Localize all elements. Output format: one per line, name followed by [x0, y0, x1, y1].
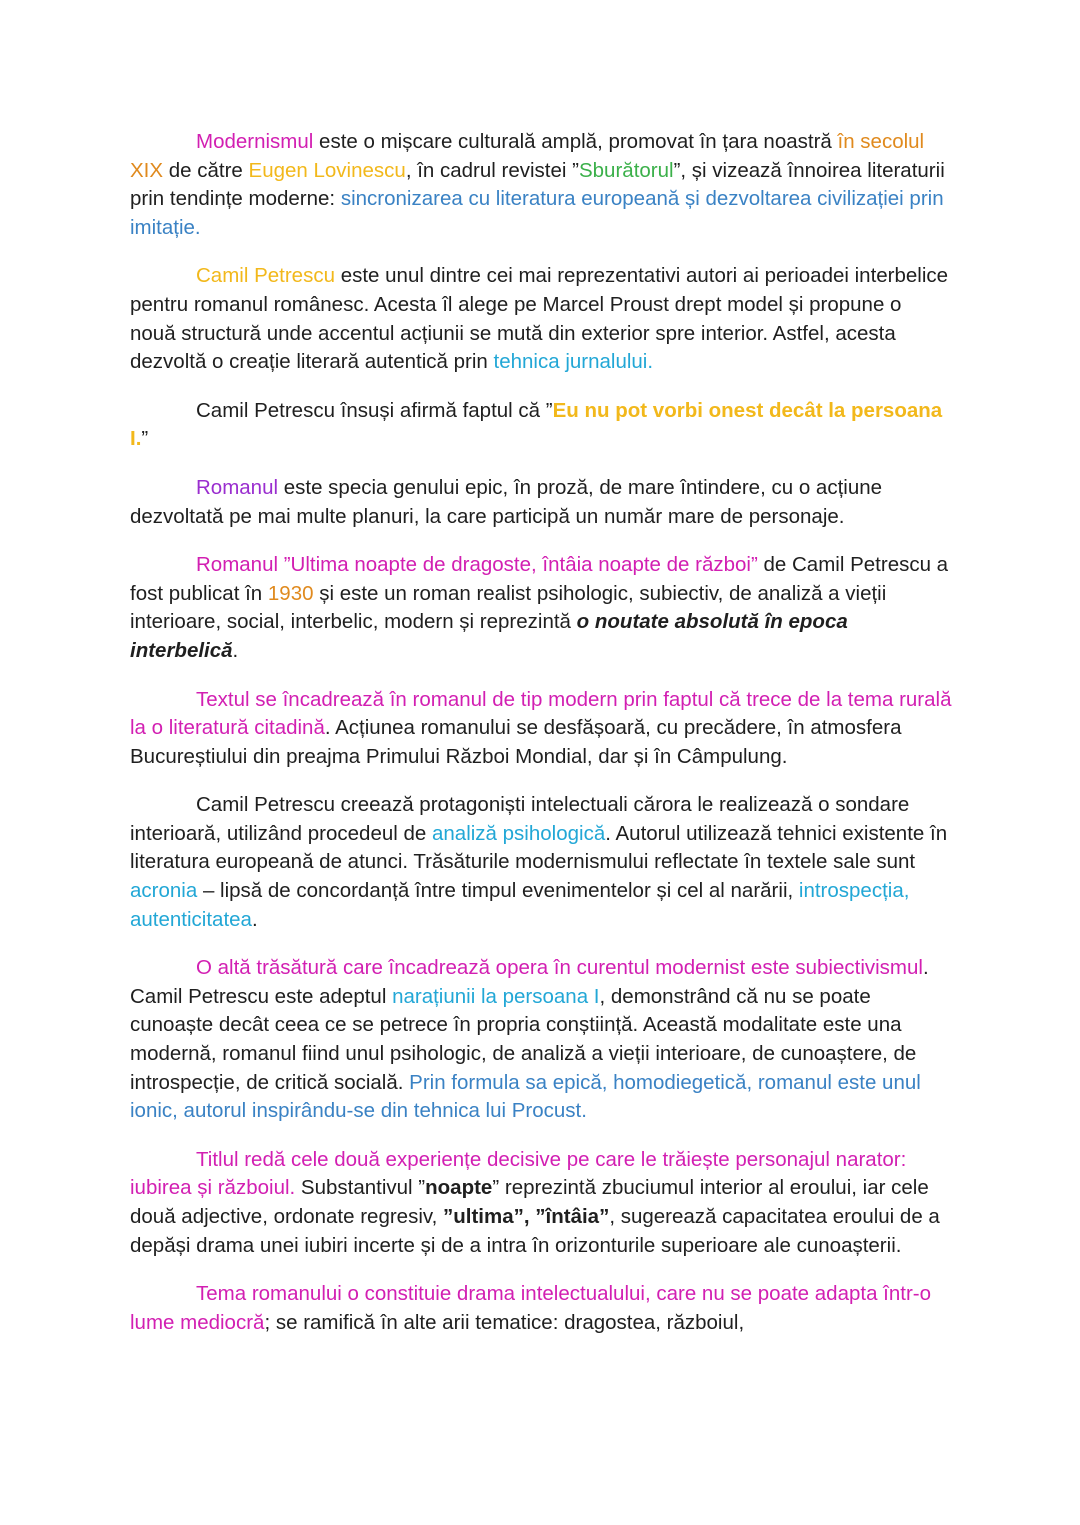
paragraph-5 [130, 551, 952, 665]
highlighted-text: sincronizarea cu literatura europeană și dezvoltarea civilizației prin imitație. [130, 187, 944, 239]
highlighted-text: Titlul redă cele două experiențe decisive pe care le trăiește personajul narator: iubirea și războiul. [130, 1147, 907, 1200]
body-text: , demonstrând că nu se poate cunoaște decât ceea ce se petrece în propria conștiință. Această modalitate este una modernă, romanul fiind unul psihologic, de analiză a vieții interioare, de cunoaștere, de introspecție, de critică socială. [130, 984, 917, 1094]
body-text: de către [163, 158, 249, 182]
body-text: este o mișcare culturală amplă, promovat în țara noastră [313, 130, 838, 153]
body-text: ” [141, 427, 149, 451]
highlighted-text: noapte [425, 1176, 493, 1200]
paragraph-8 [130, 954, 952, 1126]
body-text: este unul dintre cei mai reprezentativi autori ai perioadei interbelice pentru romanul românesc. Acesta îl alege pe Marcel Proust drept model și propune o nouă structură unde accentul acțiunii se mută din exterior spre interior. Astfel, acesta dezvoltă o creație literară autentică prin [130, 264, 949, 374]
highlighted-text: Modernismul [196, 130, 314, 153]
highlighted-text: Prin formula sa epică, homodiegetică, romanul este unul ionic, autorul inspirându-se din tehnica lui Procust. [130, 1070, 921, 1123]
paragraph-3 [130, 397, 952, 454]
highlighted-text: analiză psihologică [432, 821, 606, 845]
body-text: de Camil Petrescu a fost publicat în [130, 553, 949, 605]
paragraph-4 [130, 474, 952, 531]
highlighted-text: Romanul [196, 475, 279, 499]
body-text: ” reprezintă zbuciumul interior al eroului, iar cele două adjective, ordonate regresiv, [130, 1176, 929, 1228]
body-text: . [251, 907, 258, 931]
body-text: Substantivul ” [295, 1176, 426, 1200]
highlighted-text: ”ultima”, ”întâia” [443, 1205, 610, 1228]
highlighted-text: Romanul ”Ultima noapte de dragoste, întâia noapte de război” [196, 553, 758, 577]
body-text: ; se ramifică în alte arii tematice: dragostea, războiul, [264, 1310, 745, 1334]
highlighted-text: 1930 [267, 581, 314, 605]
document-page [130, 128, 952, 1357]
paragraph-2 [130, 262, 952, 376]
body-text: și este un roman realist psihologic, subiectiv, de analiză a vieții interioare, social, interbelic, modern și reprezintă [130, 581, 887, 634]
body-text: Camil Petrescu însuși afirmă faptul că ” [196, 398, 553, 422]
highlighted-text: narațiunii la persoana I [392, 984, 600, 1008]
body-text: . [232, 638, 239, 662]
highlighted-text: Eu nu pot vorbi onest decât la persoana I. [130, 398, 943, 451]
highlighted-text: Sburătorul [578, 158, 674, 182]
highlighted-text: o noutate absolută în epoca interbelică [130, 610, 848, 662]
highlighted-text: Eugen Lovinescu [248, 158, 406, 182]
highlighted-text: tehnica jurnalului. [493, 350, 654, 374]
highlighted-text: Camil Petrescu [196, 264, 335, 288]
body-text: , în cadrul revistei ” [405, 158, 579, 182]
paragraph-9 [130, 1146, 952, 1260]
body-text: – lipsă de concordanță între timpul evenimentelor și cel al narării, [197, 879, 799, 903]
body-text: . Camil Petrescu este adeptul [130, 956, 929, 1008]
body-text: , sugerează capacitatea eroului de a depăși drama unei iubiri incerte și de a intra în orizonturile superioare ale cunoașterii. [130, 1205, 940, 1257]
body-text: . Autorul utilizează tehnici existente în literatura europeană de atunci. Trăsăturile modernismului reflectate în textele sale sunt [130, 821, 948, 874]
highlighted-text: Tema romanului o constituie drama intelectualului, care nu se poate adapta într-o lume mediocră [130, 1282, 932, 1334]
highlighted-text: introspecția, autenticitatea [130, 879, 910, 931]
paragraph-10 [130, 1280, 952, 1337]
body-text: ”, și vizează înnoirea literaturii prin tendințe moderne: [130, 158, 945, 211]
body-text: Camil Petrescu creează protagoniști intelectuali cărora le realizează o sondare interioară, utilizând procedeul de [130, 793, 910, 845]
paragraph-6 [130, 686, 952, 772]
highlighted-text: Textul se încadrează în romanul de tip modern prin faptul că trece de la tema rurală la o literatură citadină [130, 687, 952, 740]
paragraph-7 [130, 791, 952, 934]
paragraph-1 [130, 128, 952, 242]
highlighted-text: în secolul XIX [130, 130, 925, 182]
body-text: . Acțiunea romanului se desfășoară, cu precădere, în atmosfera Bucureștiului din preajma Primului Război Mondial, dar și în Câmpulung. [130, 716, 902, 768]
highlighted-text: O altă trăsătură care încadrează opera în curentul modernist este subiectivismul [196, 956, 923, 980]
highlighted-text: acronia [130, 879, 198, 903]
body-text: este specia genului epic, în proză, de mare întindere, cu o acțiune dezvoltată pe mai multe planuri, la care participă un număr mare de personaje. [130, 475, 883, 528]
